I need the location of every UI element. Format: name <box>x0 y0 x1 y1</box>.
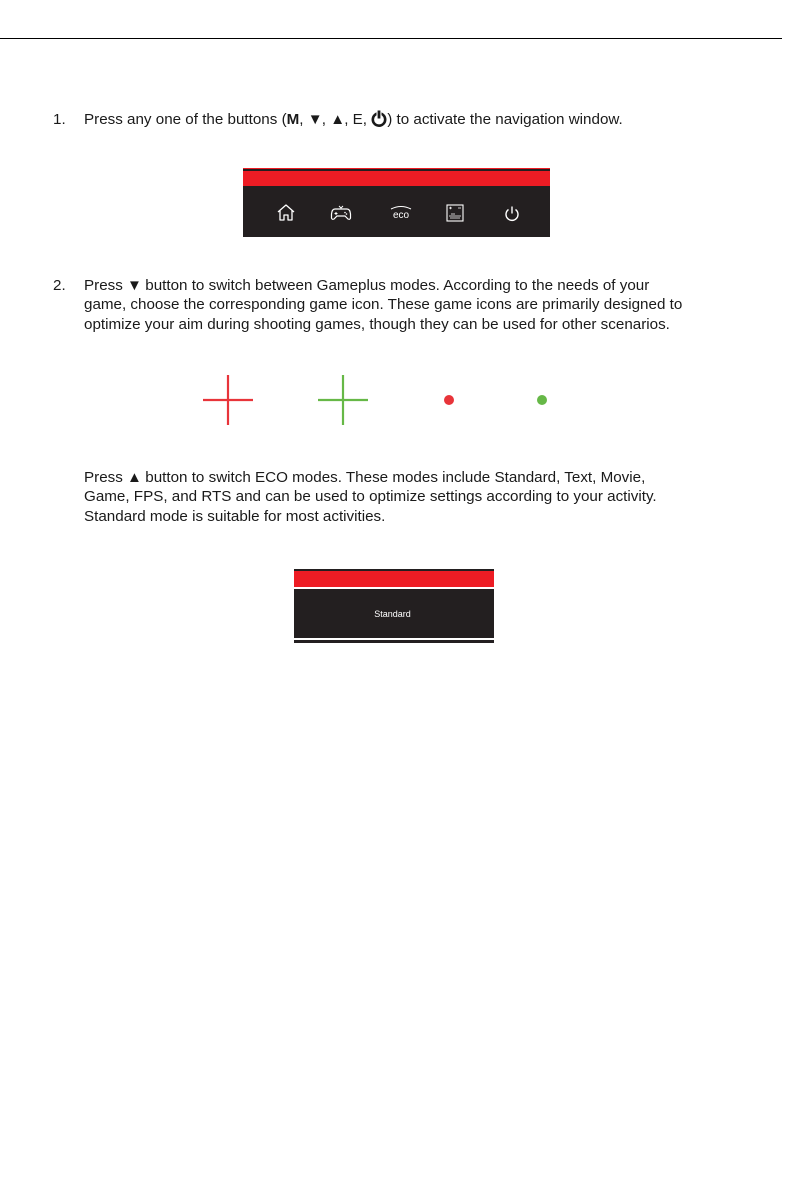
nav-title-bar <box>243 171 550 186</box>
down-triangle-icon: ▼ <box>307 111 323 128</box>
eco-icon-text: eco <box>392 210 410 221</box>
step-1-text <box>84 110 623 130</box>
step-2-line-1 <box>84 276 649 296</box>
up-triangle-icon: ▲ <box>127 469 142 486</box>
e-button-label: , E, <box>344 111 372 128</box>
red-crosshair-lines <box>203 375 253 425</box>
power-button-icon <box>371 111 387 128</box>
separator: , <box>321 111 331 128</box>
step-2-line-2: game, choose the corresponding game icon. These game icons are primarily designed to <box>84 296 683 313</box>
top-rule <box>0 38 782 39</box>
eco-mode-window <box>294 569 494 643</box>
separator: , <box>299 111 308 128</box>
eco-line-1-after: button to switch ECO modes. These modes include Standard, Text, Movie, <box>141 469 646 486</box>
red-crosshair-icon <box>203 375 253 425</box>
gameplus-icon[interactable] <box>443 203 467 223</box>
m-button-label: M <box>286 111 300 128</box>
green-dot-icon <box>536 394 548 406</box>
eco-line-2: Game, FPS, and RTS and can be used to optimize settings according to your activity. <box>84 488 657 505</box>
eco-bottom-separator <box>294 638 494 640</box>
eco-line-1-before: Press <box>84 469 128 486</box>
eco-line-3: Standard mode is suitable for most activities. <box>84 508 386 525</box>
home-icon[interactable] <box>274 203 298 223</box>
step-2-line-1-after: button to switch between Gameplus modes. According to the needs of your <box>141 277 650 294</box>
step-2-line-1-before: Press <box>84 277 128 294</box>
step-1-text-before: Press any one of the buttons ( <box>84 111 287 128</box>
power-icon[interactable] <box>500 203 524 223</box>
red-dot <box>444 395 454 405</box>
eco-separator <box>294 587 494 589</box>
down-triangle-icon: ▼ <box>127 277 142 294</box>
up-triangle-icon: ▲ <box>330 111 346 128</box>
step-1-text-after: ) to activate the navigation window. <box>387 111 623 128</box>
green-dot <box>537 395 547 405</box>
gamepad-icon[interactable] <box>329 203 353 223</box>
step-1-number: 1. <box>53 111 66 128</box>
step-2-number: 2. <box>53 277 66 294</box>
step-2-line-3: optimize your aim during shooting games, though they can be used for other scenarios. <box>84 316 670 333</box>
red-dot-icon <box>443 394 455 406</box>
navigation-window <box>243 168 550 237</box>
green-crosshair-icon <box>318 375 368 425</box>
eco-mode-label: Standard <box>374 609 411 619</box>
eco-icon[interactable] <box>388 203 414 223</box>
eco-line-1 <box>84 468 645 488</box>
green-crosshair-lines <box>318 375 368 425</box>
eco-title-bar <box>294 571 494 587</box>
nav-top-line <box>243 168 550 169</box>
